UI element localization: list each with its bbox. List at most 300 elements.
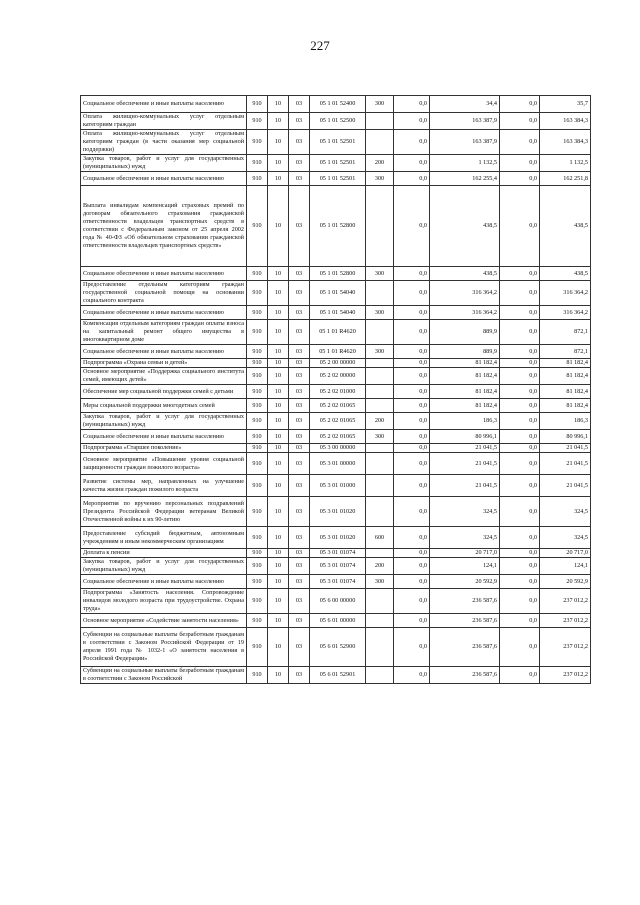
row-value-2: 236 587,6 (430, 614, 500, 628)
row-value-3: 0,0 (500, 558, 540, 575)
row-section: 10 (268, 267, 289, 281)
row-name: Меры социальной поддержки многодетных семей (81, 399, 247, 413)
row-value-2: 20 717,0 (430, 549, 500, 558)
row-name: Предоставление субсидий бюджетным, автономным учреждениям и иным некоммерческим организациям (81, 527, 247, 549)
row-value-3: 0,0 (500, 368, 540, 385)
row-value-4: 872,1 (540, 345, 591, 359)
row-value-4: 81 182,4 (540, 399, 591, 413)
table-row (81, 130, 591, 155)
row-expense-type: 300 (366, 267, 394, 281)
row-grbs: 910 (247, 130, 268, 155)
row-expense-type: 600 (366, 527, 394, 549)
row-value-2: 236 587,6 (430, 589, 500, 614)
row-subsection: 03 (289, 368, 310, 385)
row-value-2: 236 587,6 (430, 628, 500, 667)
row-value-3: 0,0 (500, 306, 540, 320)
row-section: 10 (268, 628, 289, 667)
row-value-4: 438,5 (540, 186, 591, 267)
row-expense-type (366, 368, 394, 385)
table-row (81, 306, 591, 320)
table-row (81, 368, 591, 385)
row-value-4: 35,7 (540, 96, 591, 113)
row-expense-type (366, 589, 394, 614)
row-value-4: 324,5 (540, 497, 591, 527)
row-expense-type: 200 (366, 558, 394, 575)
row-value-3: 0,0 (500, 267, 540, 281)
row-value-1: 0,0 (394, 399, 430, 413)
row-value-2: 316 364,2 (430, 281, 500, 306)
row-value-4: 162 251,8 (540, 172, 591, 186)
row-value-1: 0,0 (394, 575, 430, 589)
row-section: 10 (268, 575, 289, 589)
row-target-article: 05 1 01 R4620 (310, 320, 366, 345)
row-value-1: 0,0 (394, 96, 430, 113)
row-section: 10 (268, 475, 289, 497)
table-row (81, 96, 591, 113)
row-target-article: 05 1 01 52400 (310, 96, 366, 113)
row-grbs: 910 (247, 549, 268, 558)
row-name: Мероприятия по вручению персональных поздравлений Президента Российской Федерации ветеранам Великой Отечественной войны к их 90-летию (81, 497, 247, 527)
row-target-article: 05 3 01 01074 (310, 575, 366, 589)
row-subsection: 03 (289, 575, 310, 589)
row-name: Субвенции на социальные выплаты безработным гражданам в соответствии с Законом Российской (81, 667, 247, 684)
row-grbs: 910 (247, 155, 268, 172)
row-target-article: 05 6 01 52900 (310, 628, 366, 667)
row-value-4: 324,5 (540, 527, 591, 549)
row-name: Подпрограмма «Охрана семьи и детей» (81, 359, 247, 368)
row-section: 10 (268, 186, 289, 267)
row-grbs: 910 (247, 172, 268, 186)
row-value-3: 0,0 (500, 667, 540, 684)
row-subsection: 03 (289, 497, 310, 527)
row-value-1: 0,0 (394, 549, 430, 558)
row-value-3: 0,0 (500, 430, 540, 444)
table-row (81, 281, 591, 306)
row-value-4: 186,3 (540, 413, 591, 430)
row-target-article: 05 6 01 00000 (310, 614, 366, 628)
row-expense-type: 300 (366, 430, 394, 444)
row-grbs: 910 (247, 413, 268, 430)
row-expense-type (366, 130, 394, 155)
row-name: Развитие системы мер, направленных на улучшение качества жизни граждан пожилого возраста (81, 475, 247, 497)
row-subsection: 03 (289, 430, 310, 444)
row-target-article: 05 3 01 01020 (310, 527, 366, 549)
row-section: 10 (268, 320, 289, 345)
row-name: Доплата к пенсии (81, 549, 247, 558)
row-subsection: 03 (289, 359, 310, 368)
row-subsection: 03 (289, 475, 310, 497)
row-section: 10 (268, 444, 289, 453)
row-subsection: 03 (289, 628, 310, 667)
row-name: Социальное обеспечение и иные выплаты населению (81, 430, 247, 444)
row-expense-type (366, 475, 394, 497)
table-row (81, 267, 591, 281)
row-grbs: 910 (247, 430, 268, 444)
row-subsection: 03 (289, 558, 310, 575)
table-row (81, 527, 591, 549)
row-grbs: 910 (247, 385, 268, 399)
row-expense-type: 200 (366, 413, 394, 430)
row-value-1: 0,0 (394, 385, 430, 399)
row-value-2: 186,3 (430, 413, 500, 430)
row-expense-type (366, 186, 394, 267)
row-value-4: 237 012,2 (540, 589, 591, 614)
row-expense-type (366, 385, 394, 399)
row-value-3: 0,0 (500, 399, 540, 413)
table-row (81, 359, 591, 368)
row-expense-type (366, 614, 394, 628)
row-value-2: 438,5 (430, 267, 500, 281)
row-grbs: 910 (247, 359, 268, 368)
row-target-article: 05 2 02 01065 (310, 399, 366, 413)
row-grbs: 910 (247, 589, 268, 614)
row-name: Социальное обеспечение и иные выплаты населению (81, 172, 247, 186)
row-value-2: 163 387,9 (430, 113, 500, 130)
row-value-1: 0,0 (394, 667, 430, 684)
row-target-article: 05 1 01 52500 (310, 113, 366, 130)
row-value-2: 81 182,4 (430, 368, 500, 385)
row-name: Оплата жилищно-коммунальных услуг отдельным категориям граждан (в части оказания мер социальной поддержки) (81, 130, 247, 155)
row-value-4: 81 182,4 (540, 368, 591, 385)
row-name: Обеспечение мер социальной поддержки семей с детьми (81, 385, 247, 399)
row-expense-type (366, 549, 394, 558)
row-section: 10 (268, 527, 289, 549)
row-section: 10 (268, 306, 289, 320)
row-name: Закупка товаров, работ и услуг для государственных (муниципальных) нужд (81, 155, 247, 172)
row-subsection: 03 (289, 399, 310, 413)
row-value-2: 163 387,9 (430, 130, 500, 155)
row-value-4: 237 012,2 (540, 667, 591, 684)
row-subsection: 03 (289, 172, 310, 186)
row-value-3: 0,0 (500, 527, 540, 549)
row-expense-type (366, 667, 394, 684)
row-section: 10 (268, 281, 289, 306)
table-row (81, 667, 591, 684)
row-value-2: 1 132,5 (430, 155, 500, 172)
row-grbs: 910 (247, 368, 268, 385)
row-value-4: 438,5 (540, 267, 591, 281)
row-subsection: 03 (289, 281, 310, 306)
row-grbs: 910 (247, 614, 268, 628)
row-subsection: 03 (289, 306, 310, 320)
row-expense-type: 300 (366, 306, 394, 320)
row-subsection: 03 (289, 155, 310, 172)
row-value-4: 20 717,0 (540, 549, 591, 558)
row-value-1: 0,0 (394, 589, 430, 614)
row-value-3: 0,0 (500, 281, 540, 306)
row-value-4: 20 592,9 (540, 575, 591, 589)
row-name: Выплата инвалидам компенсаций страховых премий по договорам обязательного страхования гражданской ответственности владельцев транспортных средств в соответствии с Федеральным законом от 25 апреля 2002 года № 40-ФЗ «Об обязательном страховании гражданской ответственности владельцев транспортных средств» (81, 186, 247, 267)
row-target-article: 05 1 01 54040 (310, 281, 366, 306)
row-value-2: 324,5 (430, 527, 500, 549)
row-value-1: 0,0 (394, 320, 430, 345)
row-target-article: 05 3 01 01020 (310, 497, 366, 527)
row-name: Оплата жилищно-коммунальных услуг отдельным категориям граждан (81, 113, 247, 130)
row-section: 10 (268, 155, 289, 172)
row-section: 10 (268, 614, 289, 628)
table-row (81, 453, 591, 475)
row-grbs: 910 (247, 186, 268, 267)
row-section: 10 (268, 413, 289, 430)
row-value-4: 81 182,4 (540, 359, 591, 368)
row-value-1: 0,0 (394, 453, 430, 475)
budget-table (80, 95, 591, 684)
row-subsection: 03 (289, 589, 310, 614)
row-value-2: 21 041,5 (430, 475, 500, 497)
row-section: 10 (268, 558, 289, 575)
row-target-article: 05 1 01 52501 (310, 130, 366, 155)
table-row (81, 589, 591, 614)
row-value-4: 163 384,3 (540, 113, 591, 130)
row-grbs: 910 (247, 497, 268, 527)
row-target-article: 05 6 00 00000 (310, 589, 366, 614)
row-section: 10 (268, 399, 289, 413)
row-value-1: 0,0 (394, 359, 430, 368)
row-value-3: 0,0 (500, 589, 540, 614)
row-expense-type: 300 (366, 575, 394, 589)
row-value-3: 0,0 (500, 359, 540, 368)
row-value-2: 162 255,4 (430, 172, 500, 186)
row-target-article: 05 3 01 01074 (310, 549, 366, 558)
table-row (81, 385, 591, 399)
row-value-3: 0,0 (500, 497, 540, 527)
row-name: Подпрограмма «Занятость населения. Сопровождение инвалидов молодого возраста при трудоустройстве. Охрана труда» (81, 589, 247, 614)
table-row (81, 497, 591, 527)
row-target-article: 05 6 01 52901 (310, 667, 366, 684)
row-section: 10 (268, 130, 289, 155)
row-expense-type: 200 (366, 155, 394, 172)
row-value-2: 21 041,5 (430, 453, 500, 475)
row-expense-type: 300 (366, 345, 394, 359)
table-row (81, 614, 591, 628)
row-section: 10 (268, 368, 289, 385)
row-subsection: 03 (289, 444, 310, 453)
row-value-4: 1 132,5 (540, 155, 591, 172)
row-name: Основное мероприятие «Повышение уровня социальной защищенности граждан пожилого возраста» (81, 453, 247, 475)
row-subsection: 03 (289, 549, 310, 558)
row-subsection: 03 (289, 186, 310, 267)
row-value-3: 0,0 (500, 549, 540, 558)
row-value-2: 316 364,2 (430, 306, 500, 320)
row-name: Закупка товаров, работ и услуг для государственных (муниципальных) нужд (81, 558, 247, 575)
row-grbs: 910 (247, 306, 268, 320)
row-value-4: 872,1 (540, 320, 591, 345)
row-section: 10 (268, 549, 289, 558)
row-value-3: 0,0 (500, 413, 540, 430)
row-target-article: 05 1 01 52501 (310, 155, 366, 172)
row-value-3: 0,0 (500, 320, 540, 345)
row-value-4: 163 384,3 (540, 130, 591, 155)
row-name: Социальное обеспечение и иные выплаты населению (81, 575, 247, 589)
row-section: 10 (268, 385, 289, 399)
page-number: 227 (310, 38, 330, 53)
row-value-2: 34,4 (430, 96, 500, 113)
row-target-article: 05 3 01 01074 (310, 558, 366, 575)
row-value-1: 0,0 (394, 186, 430, 267)
row-grbs: 910 (247, 281, 268, 306)
row-grbs: 910 (247, 475, 268, 497)
row-subsection: 03 (289, 130, 310, 155)
row-value-2: 81 182,4 (430, 399, 500, 413)
row-section: 10 (268, 589, 289, 614)
row-name: Основное мероприятие «Содействие занятости населения» (81, 614, 247, 628)
row-grbs: 910 (247, 453, 268, 475)
row-subsection: 03 (289, 113, 310, 130)
row-grbs: 910 (247, 667, 268, 684)
row-subsection: 03 (289, 453, 310, 475)
row-value-2: 80 996,1 (430, 430, 500, 444)
row-grbs: 910 (247, 345, 268, 359)
row-section: 10 (268, 96, 289, 113)
row-expense-type (366, 113, 394, 130)
table-row (81, 399, 591, 413)
row-subsection: 03 (289, 267, 310, 281)
row-grbs: 910 (247, 628, 268, 667)
row-grbs: 910 (247, 96, 268, 113)
row-value-3: 0,0 (500, 628, 540, 667)
row-target-article: 05 2 02 00000 (310, 368, 366, 385)
row-value-4: 124,1 (540, 558, 591, 575)
row-value-2: 438,5 (430, 186, 500, 267)
row-target-article: 05 1 01 R4620 (310, 345, 366, 359)
row-name: Предоставление отдельным категориям граждан государственной социальной помощи на основании социального контракта (81, 281, 247, 306)
table-row (81, 113, 591, 130)
row-value-2: 81 182,4 (430, 359, 500, 368)
row-value-4: 316 364,2 (540, 281, 591, 306)
row-value-1: 0,0 (394, 475, 430, 497)
row-target-article: 05 3 00 00000 (310, 444, 366, 453)
row-value-3: 0,0 (500, 96, 540, 113)
row-grbs: 910 (247, 320, 268, 345)
row-target-article: 05 2 02 01065 (310, 430, 366, 444)
row-value-1: 0,0 (394, 130, 430, 155)
row-section: 10 (268, 430, 289, 444)
row-value-4: 81 182,4 (540, 385, 591, 399)
table-row (81, 558, 591, 575)
row-grbs: 910 (247, 558, 268, 575)
row-value-2: 20 592,9 (430, 575, 500, 589)
row-subsection: 03 (289, 320, 310, 345)
row-target-article: 05 2 00 00000 (310, 359, 366, 368)
row-target-article: 05 1 01 52501 (310, 172, 366, 186)
row-expense-type (366, 281, 394, 306)
row-value-1: 0,0 (394, 413, 430, 430)
row-subsection: 03 (289, 345, 310, 359)
row-subsection: 03 (289, 667, 310, 684)
row-target-article: 05 1 01 54040 (310, 306, 366, 320)
row-section: 10 (268, 172, 289, 186)
row-value-4: 21 041,5 (540, 475, 591, 497)
row-grbs: 910 (247, 527, 268, 549)
row-name: Социальное обеспечение и иные выплаты населению (81, 306, 247, 320)
row-value-1: 0,0 (394, 444, 430, 453)
row-value-1: 0,0 (394, 527, 430, 549)
table-row (81, 549, 591, 558)
row-expense-type (366, 359, 394, 368)
row-value-1: 0,0 (394, 267, 430, 281)
table-row (81, 628, 591, 667)
row-subsection: 03 (289, 527, 310, 549)
row-value-1: 0,0 (394, 345, 430, 359)
row-section: 10 (268, 345, 289, 359)
row-value-1: 0,0 (394, 614, 430, 628)
row-value-1: 0,0 (394, 558, 430, 575)
row-grbs: 910 (247, 575, 268, 589)
table-row (81, 475, 591, 497)
row-target-article: 05 2 02 01000 (310, 385, 366, 399)
row-value-3: 0,0 (500, 453, 540, 475)
row-subsection: 03 (289, 96, 310, 113)
row-value-4: 237 012,2 (540, 614, 591, 628)
row-name: Закупка товаров, работ и услуг для государственных (муниципальных) нужд (81, 413, 247, 430)
row-value-1: 0,0 (394, 368, 430, 385)
table-row (81, 430, 591, 444)
row-value-3: 0,0 (500, 130, 540, 155)
row-value-4: 21 041,5 (540, 444, 591, 453)
table-row (81, 413, 591, 430)
row-value-1: 0,0 (394, 281, 430, 306)
row-value-1: 0,0 (394, 155, 430, 172)
row-target-article: 05 1 01 52800 (310, 267, 366, 281)
row-expense-type (366, 453, 394, 475)
row-value-3: 0,0 (500, 385, 540, 399)
row-target-article: 05 3 01 01000 (310, 475, 366, 497)
row-value-4: 316 364,2 (540, 306, 591, 320)
row-value-2: 21 041,5 (430, 444, 500, 453)
row-grbs: 910 (247, 399, 268, 413)
row-value-1: 0,0 (394, 497, 430, 527)
table-row (81, 186, 591, 267)
row-value-3: 0,0 (500, 172, 540, 186)
row-section: 10 (268, 453, 289, 475)
table-body (81, 96, 591, 684)
row-value-2: 124,1 (430, 558, 500, 575)
row-section: 10 (268, 359, 289, 368)
row-expense-type: 300 (366, 96, 394, 113)
row-value-2: 81 182,4 (430, 385, 500, 399)
row-section: 10 (268, 113, 289, 130)
row-expense-type (366, 497, 394, 527)
row-value-4: 80 996,1 (540, 430, 591, 444)
row-target-article: 05 1 01 52800 (310, 186, 366, 267)
row-value-3: 0,0 (500, 444, 540, 453)
row-expense-type (366, 444, 394, 453)
table-row (81, 172, 591, 186)
row-value-1: 0,0 (394, 430, 430, 444)
row-grbs: 910 (247, 444, 268, 453)
row-value-1: 0,0 (394, 306, 430, 320)
row-name: Социальное обеспечение и иные выплаты населению (81, 345, 247, 359)
row-subsection: 03 (289, 614, 310, 628)
row-value-3: 0,0 (500, 475, 540, 497)
row-section: 10 (268, 497, 289, 527)
table-row (81, 575, 591, 589)
row-value-1: 0,0 (394, 172, 430, 186)
table-row (81, 320, 591, 345)
row-target-article: 05 2 02 01065 (310, 413, 366, 430)
row-grbs: 910 (247, 267, 268, 281)
row-value-3: 0,0 (500, 113, 540, 130)
row-value-2: 324,5 (430, 497, 500, 527)
row-name: Основное мероприятие «Поддержка социального института семей, имеющих детей» (81, 368, 247, 385)
row-name: Компенсация отдельным категориям граждан оплаты взноса на капитальный ремонт общего имущества в многоквартирном доме (81, 320, 247, 345)
row-value-3: 0,0 (500, 345, 540, 359)
row-value-3: 0,0 (500, 575, 540, 589)
row-value-2: 889,9 (430, 345, 500, 359)
row-section: 10 (268, 667, 289, 684)
table-row (81, 155, 591, 172)
row-expense-type (366, 399, 394, 413)
